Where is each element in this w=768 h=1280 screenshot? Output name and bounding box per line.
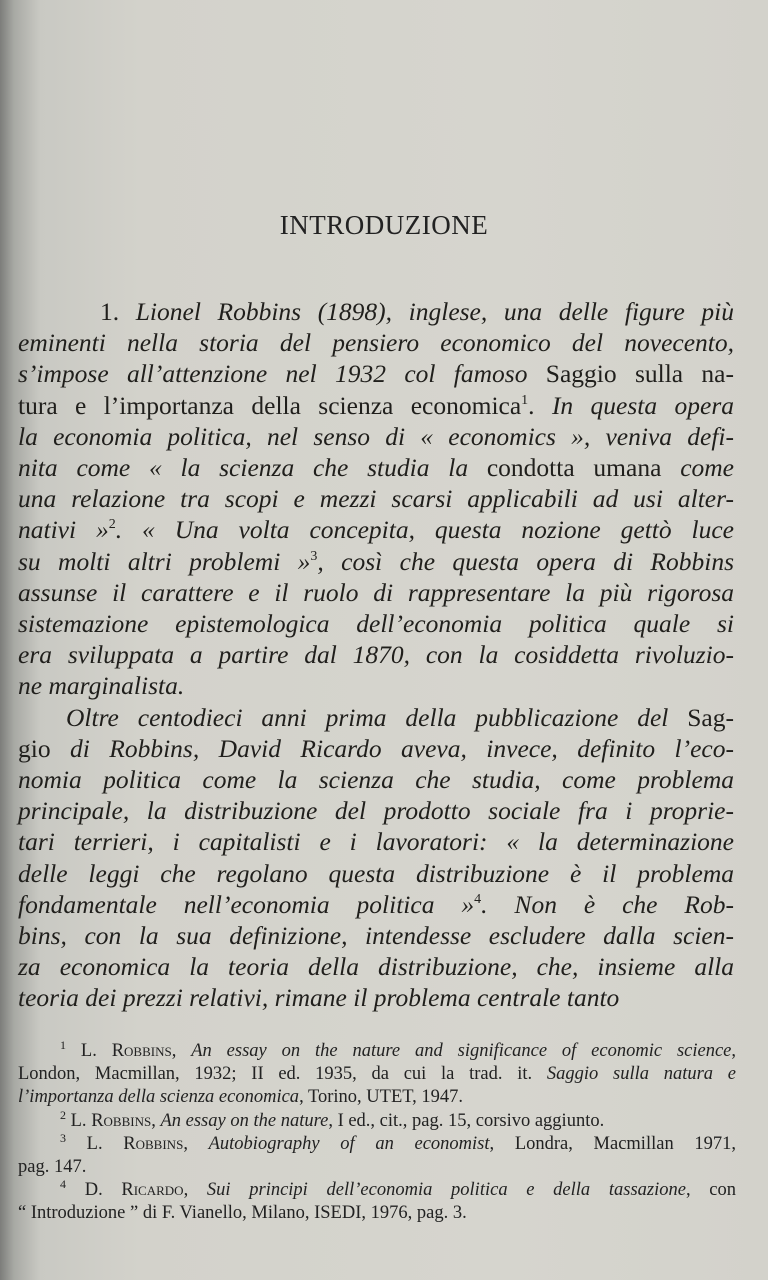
text-run: Sui principi dell’economia politica e della tassazione	[206, 1180, 686, 1201]
text-run: ,	[171, 1041, 192, 1061]
paragraph-2	[18, 702, 734, 1014]
text-run: , I ed., cit., pag. 15, corsivo aggiunto.	[328, 1110, 605, 1131]
text-run: era sviluppata a partire dal 1870, con la cosiddetta rivoluzio-	[18, 640, 734, 670]
text-run: sistemazione epistemologica dell’economia politica quale si	[18, 609, 734, 639]
footnote	[18, 1107, 736, 1133]
text-run: 1.	[100, 297, 136, 326]
footnote-ref: 2	[108, 517, 116, 533]
text-run: London, Macmillan, 1932; II ed. 1935, da cui la trad. it.	[18, 1064, 547, 1085]
footnote-line	[18, 1130, 736, 1156]
text-line	[18, 452, 734, 483]
text-run: la economia politica, nel senso di « economics », veniva defi-	[18, 421, 734, 451]
text-line	[18, 858, 734, 889]
text-line	[18, 296, 734, 327]
text-line	[18, 546, 734, 577]
text-line	[18, 702, 734, 733]
footnote-number: 4	[60, 1177, 66, 1192]
text-run: tura e l’importanza della scienza economica	[18, 390, 522, 420]
text-run: tari terrieri, i capitalisti e i lavoratori: « la determinazione	[18, 827, 734, 857]
text-line	[18, 483, 734, 514]
text-run: nita come « la scienza che studia la	[18, 453, 487, 483]
text-run: , Torino, UTET, 1947.	[299, 1087, 464, 1108]
text-run: In questa opera	[551, 390, 735, 420]
author-name: Robbins	[123, 1133, 184, 1154]
text-run: delle leggi che regolano questa distribuzione è il problema	[18, 858, 734, 888]
text-line	[18, 514, 734, 545]
text-line	[18, 951, 734, 982]
text-run: D.	[84, 1180, 122, 1201]
footnote-line	[18, 1063, 736, 1086]
text-run: assunse il carattere e il ruolo di rappresentare la più rigorosa	[18, 577, 734, 607]
text-run: Lionel Robbins (1898), inglese, una delle figure più	[135, 297, 735, 326]
text-run: di Robbins, David Ricardo aveva, invece, definito l’eco-	[70, 733, 734, 763]
text-run: gio	[18, 733, 71, 763]
text-run: su molti altri problemi »	[18, 546, 311, 576]
text-run: nomia politica come la scienza che studia, come problema	[18, 765, 734, 795]
text-run: Saggio sulla natura e	[546, 1064, 736, 1085]
text-run: , con	[685, 1180, 737, 1201]
text-run: Oltre centodieci anni prima della pubblicazione del	[66, 702, 688, 732]
text-line	[18, 889, 734, 920]
text-line	[18, 733, 734, 764]
text-line	[18, 358, 734, 389]
footnote-line	[18, 1156, 736, 1179]
footnotes	[18, 1040, 736, 1226]
chapter-title: INTRODUZIONE	[279, 210, 489, 240]
footnote-line	[18, 1179, 736, 1202]
footnote-line	[18, 1202, 736, 1225]
footnote	[18, 1130, 736, 1179]
text-run: . « Una volta concepita, questa nozione gettò luce	[115, 515, 734, 545]
text-run: .	[528, 390, 552, 420]
footnote-line	[18, 1040, 736, 1063]
text-line	[18, 826, 734, 857]
footnote-ref: 4	[474, 891, 482, 907]
text-run: , così che questa opera di Robbins	[317, 546, 735, 576]
text-run: come	[680, 453, 734, 483]
body-text	[18, 296, 734, 1014]
text-run: una relazione tra scopi e mezzi scarsi applicabili ad usi alter-	[18, 484, 734, 514]
text-run: , Londra, Macmillan 1971,	[489, 1133, 736, 1154]
text-run: L.	[70, 1110, 92, 1131]
text-run: pag. 147.	[18, 1157, 87, 1178]
text-line	[18, 639, 734, 670]
text-run: ne marginalista.	[18, 671, 185, 701]
footnote	[18, 1179, 736, 1225]
text-run: ,	[183, 1133, 209, 1154]
text-line	[18, 670, 734, 701]
text-run: za economica la teoria della distribuzione, che, insieme alla	[18, 952, 734, 982]
author-name: Robbins	[91, 1110, 152, 1131]
text-run: Autobiography of an economist	[208, 1133, 490, 1154]
text-run: nativi »	[18, 515, 109, 545]
footnote-number: 3	[60, 1130, 66, 1145]
text-line	[18, 577, 734, 608]
text-run: L.	[80, 1041, 112, 1061]
text-run: ,	[183, 1180, 207, 1201]
text-line	[18, 421, 734, 452]
footnote-number: 1	[60, 1038, 66, 1052]
text-run: . Non è che Rob-	[481, 889, 735, 919]
text-line	[18, 982, 734, 1013]
text-run: eminenti nella storia del pensiero economico del novecento,	[18, 328, 734, 358]
author-name: Ricardo	[121, 1180, 184, 1201]
text-run: Sag-	[687, 702, 734, 732]
footnote-ref: 3	[310, 548, 318, 564]
paragraph-1	[18, 296, 734, 702]
text-line	[18, 327, 734, 358]
text-run: L.	[86, 1133, 124, 1154]
text-run: l’importanza della scienza economica	[18, 1087, 300, 1108]
text-line	[18, 608, 734, 639]
text-run: teoria dei prezzi relativi, rimane il problema centrale tanto	[18, 983, 620, 1013]
text-line	[18, 764, 734, 795]
text-line	[18, 390, 734, 421]
footnote-ref: 1	[521, 392, 529, 408]
text-line	[18, 795, 734, 826]
author-name: Robbins	[111, 1041, 172, 1061]
footnote-number: 2	[60, 1107, 66, 1122]
text-run: Saggio sulla na-	[545, 359, 734, 389]
footnote	[18, 1040, 736, 1110]
text-run: principale, la distribuzione del prodotto sociale fra i proprie-	[18, 796, 734, 826]
text-run: “ Introduzione ” di F. Vianello, Milano, ISEDI, 1976, pag. 3.	[18, 1203, 467, 1224]
text-run: ,	[731, 1041, 737, 1061]
text-line	[18, 920, 734, 951]
text-run: bins, con la sua definizione, intendesse escludere dalla scien-	[18, 921, 734, 951]
footnote-line	[18, 1086, 736, 1109]
text-run: condotta umana	[486, 453, 681, 483]
text-run: ,	[151, 1110, 161, 1131]
text-run: An essay on the nature and significance of economic science	[191, 1041, 732, 1061]
footnote-line	[18, 1107, 736, 1133]
text-run: fondamentale nell’economia politica »	[18, 889, 475, 919]
text-run: s’impose all’attenzione nel 1932 col famoso	[18, 359, 546, 389]
text-run: An essay on the nature	[160, 1110, 329, 1131]
